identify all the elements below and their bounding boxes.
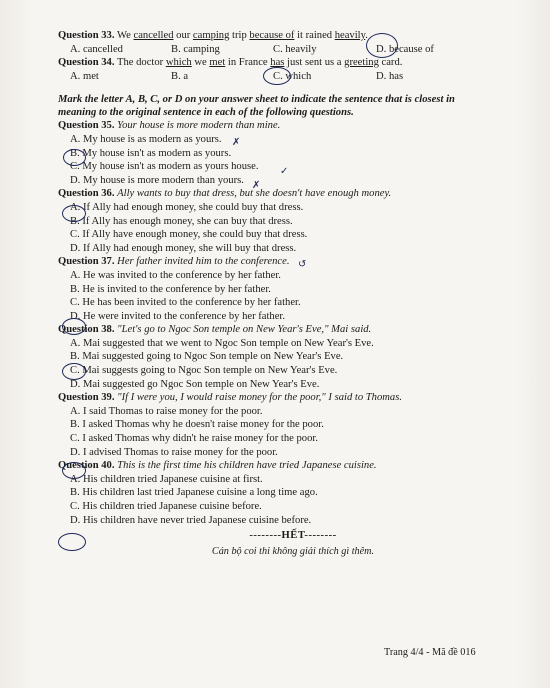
- option-d: D. He were invited to the conference by her father.: [70, 310, 286, 322]
- text: We: [116, 30, 134, 41]
- check-mark-icon: ✓: [280, 166, 289, 177]
- answer-circle-q37-d: [62, 318, 86, 335]
- option-b: B. I asked Thomas why he doesn't raise money for the poor.: [70, 419, 324, 431]
- answer-circle-q38-b: [62, 363, 86, 380]
- text: trip: [229, 30, 250, 41]
- question-label: Question 38.: [58, 324, 115, 336]
- text: it rained: [294, 30, 335, 41]
- option-b: B. My house isn't as modern as yours.: [70, 147, 232, 159]
- option-c: C. which: [273, 70, 312, 82]
- answer-circle-q35-b: [63, 149, 86, 166]
- option-a: A. I said Thomas to raise money for the poor.: [70, 405, 263, 417]
- question-36: [58, 187, 528, 201]
- option-c: C. I asked Thomas why didn't he raise money for the poor.: [70, 433, 318, 445]
- option-d: D. has: [376, 70, 404, 82]
- option-b: B. Mai suggested going to Ngoc Son temple on New Year's Eve.: [70, 351, 344, 363]
- question-34: [58, 56, 528, 70]
- question-37: [58, 255, 528, 269]
- question-label: Question 33.: [58, 30, 115, 41]
- option-a: A. My house is as modern as yours.: [70, 133, 222, 145]
- underlined-word: has: [270, 57, 285, 69]
- text: just sent us a: [284, 57, 345, 69]
- question-label: Question 34.: [58, 57, 115, 69]
- option-a: A. If Ally had enough money, she could buy that dress.: [70, 201, 304, 213]
- option-c: C. heavily: [273, 43, 317, 55]
- question-34-options: [58, 70, 528, 84]
- page-footer: Trang 4/4 - Mã đề 016: [384, 647, 476, 658]
- text: .: [365, 30, 368, 41]
- answer-circle-q33-d: [366, 33, 398, 58]
- cross-mark-icon: ✗: [252, 180, 261, 191]
- text: we: [191, 57, 210, 69]
- option-b: B. If Ally has enough money, she can buy that dress.: [70, 215, 293, 227]
- option-a: A. Mai suggested that we went to Ngoc Son temple on New Year's Eve.: [70, 337, 374, 349]
- option-c: C. My house isn't as modern as yours house.: [70, 161, 259, 173]
- text: in France: [225, 57, 271, 69]
- question-label: Question 36.: [58, 188, 115, 200]
- option-a: A. He was invited to the conference by her father.: [70, 269, 281, 281]
- answer-circle-q36-a: [62, 205, 86, 222]
- underlined-word: because of: [249, 30, 295, 41]
- option-d: D. I advised Thomas to raise money for the poor.: [70, 446, 278, 458]
- text: The doctor: [116, 57, 166, 69]
- question-stem: This is the first time his children have tried Japanese cuisine.: [117, 460, 377, 472]
- question-33-options: [58, 43, 528, 57]
- option-a: A. cancelled: [70, 43, 123, 55]
- option-a: A. His children tried Japanese cuisine at first.: [70, 473, 263, 485]
- question-40: [58, 459, 528, 473]
- question-stem: Ally wants to buy that dress, but she doesn't have enough money.: [117, 188, 392, 200]
- cross-mark-icon: ✗: [232, 137, 241, 148]
- option-c: C. If Ally have enough money, she could buy that dress.: [70, 229, 308, 241]
- question-stem: Her father invited him to the conference.: [117, 256, 290, 268]
- question-label: Question 39.: [58, 392, 115, 404]
- proctor-note: Cán bộ coi thi không giải thích gì thêm.: [211, 545, 375, 557]
- option-a: A. met: [70, 70, 99, 82]
- option-c: C. He has been invited to the conference by her father.: [70, 297, 301, 309]
- option-d: D. Mai suggested go Ngoc Son temple on New Year's Eve.: [70, 378, 320, 390]
- underlined-word: met: [209, 57, 226, 69]
- option-b: B. camping: [171, 43, 220, 55]
- question-label: Question 37.: [58, 256, 115, 268]
- underlined-word: cancelled: [133, 30, 174, 41]
- answer-circle-q34-c: [263, 67, 291, 85]
- question-stem: Your house is more modern than mine.: [117, 120, 281, 132]
- question-39: [58, 391, 528, 405]
- answer-circle-q39-d: [62, 462, 86, 479]
- text: card.: [378, 57, 403, 69]
- question-33: [58, 29, 528, 43]
- end-marker: --------HẾT--------: [249, 530, 337, 542]
- underlined-word: heavily: [334, 30, 366, 41]
- option-d: D. His children have never tried Japanese cuisine before.: [70, 514, 312, 526]
- option-c: C. Mai suggests going to Ngoc Son temple on New Year's Eve.: [70, 365, 338, 377]
- answer-circle-q40-d: [58, 533, 86, 551]
- option-b: B. He is invited to the conference by her father.: [70, 283, 271, 295]
- question-label: Question 40.: [58, 460, 115, 472]
- question-stem: "Let's go to Ngoc Son temple on New Year's Eve," Mai said.: [117, 324, 372, 336]
- option-c: C. His children tried Japanese cuisine before.: [70, 501, 262, 512]
- exam-content: [58, 29, 528, 558]
- question-35: [58, 119, 528, 133]
- underlined-word: camping: [192, 30, 230, 41]
- section-instruction: Mark the letter A, B, C, or D on your answer sheet to indicate the sentence that is closest in meaning to the original sentence in each of the following questions.: [58, 94, 455, 119]
- text: our: [173, 30, 193, 41]
- ink-scribble-icon: ↺: [298, 259, 307, 270]
- option-d: D. My house is more modern than yours.: [70, 174, 244, 186]
- option-d: D. If Ally had enough money, she will buy that dress.: [70, 242, 297, 254]
- option-b: B. a: [171, 70, 189, 82]
- underlined-word: greeting: [344, 57, 379, 69]
- question-label: Question 35.: [58, 120, 115, 132]
- underlined-word: which: [165, 57, 192, 69]
- option-d: D. because of: [376, 43, 434, 55]
- question-38: [58, 323, 528, 337]
- option-b: B. His children last tried Japanese cuisine a long time ago.: [70, 487, 318, 499]
- question-stem: "If I were you, I would raise money for the poor," I said to Thomas.: [117, 392, 402, 404]
